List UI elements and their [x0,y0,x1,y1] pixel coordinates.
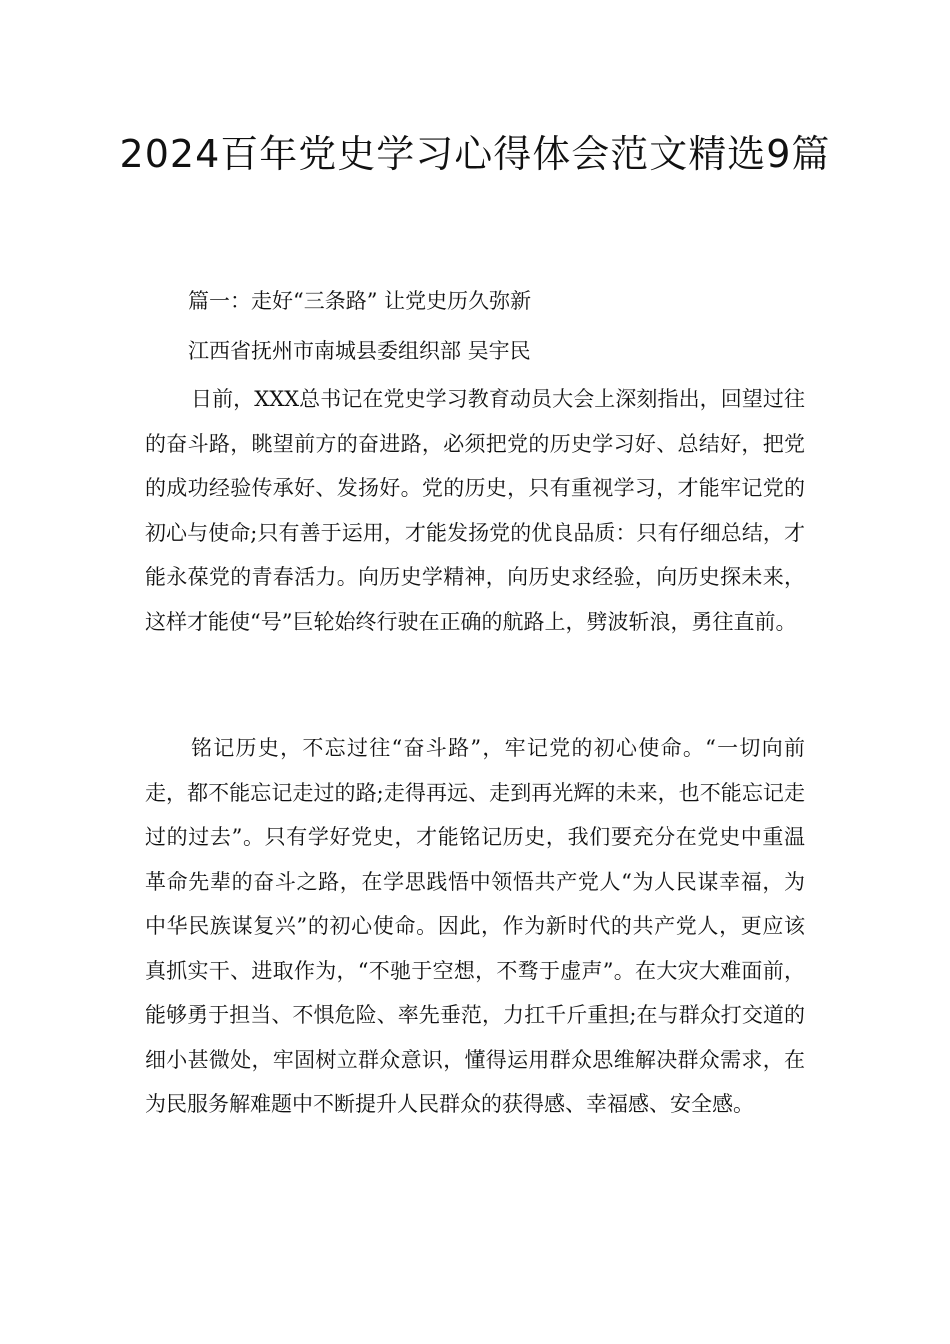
author-line: 江西省抚州市南城县委组织部 吴宇民 [188,339,531,363]
document-title: 2024百年党史学习心得体会范文精选9篇 [119,132,831,176]
paragraph-2: 铭记历史，不忘过往“奋斗路”，牢记党的初心使命。“一切向前走，都不能忘记走过的路;走得再远、走到再光辉的未来，也不能忘记走过的过去”。只有学好党史，才能铭记历史，我们要充分在党史中重温革命先辈的奋斗之路，在学思践悟中领悟共产党人“为人民谋幸福，为中华民族谋复兴”的初心使命。因此，作为新时代的共产党人，更应该真抓实干、进取作为，“不驰于空想，不骛于虚声”。在大灾大难面前，能够勇于担当、不惧危险、率先垂范，力扛千斤重担;在与群众打交道的细小甚微处，牢固树立群众意识，懂得运用群众思维解决群众需求，在为民服务解难题中不断提升人民群众的获得感、幸福感、安全感。 [145,736,805,1116]
paragraph-1: 日前，XXX总书记在党史学习教育动员大会上深刻指出，回望过往的奋斗路，眺望前方的奋进路，必须把党的历史学习好、总结好，把党的成功经验传承好、发扬好。党的历史，只有重视学习，才能牢记党的初心与使命;只有善于运用，才能发扬党的优良品质：只有仔细总结，才能永葆党的青春活力。向历史学精神，向历史求经验，向历史探未来，这样才能使“号”巨轮始终行驶在正确的航路上，劈波斩浪，勇往直前。 [145,387,805,634]
section-heading: 篇一：走好“三条路” 让党史历久弥新 [188,289,532,313]
